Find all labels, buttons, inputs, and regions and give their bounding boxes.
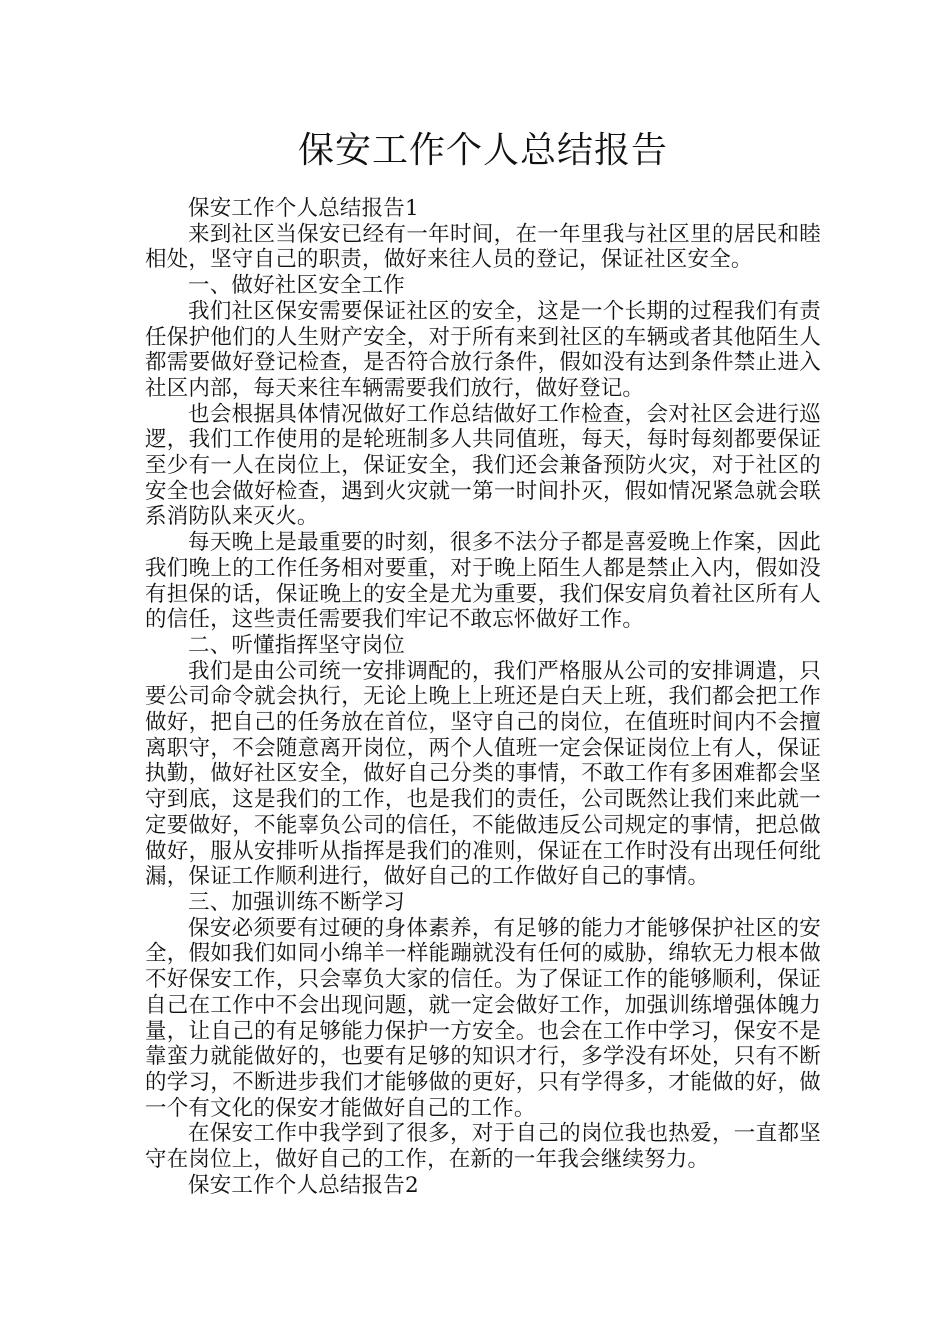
paragraph-intro: 来到社区当保安已经有一年时间，在一年里我与社区里的居民和睦相处，坚守自己的职责，做好来往人员的登记，保证社区安全。	[145, 221, 821, 273]
section-heading-3: 三、加强训练不断学习	[188, 889, 406, 915]
document-page	[145, 128, 821, 1198]
paragraph: 我们社区保安需要保证社区的安全，这是一个长期的过程我们有责任保护他们的人生财产安全，对于所有来到社区的车辆或者其他陌生人都需要做好登记检查，是否符合放行条件，假如没有达到条件禁止进入社区内部，每天来往车辆需要我们放行，做好登记。	[145, 298, 821, 401]
paragraph: 我们是由公司统一安排调配的，我们严格服从公司的安排调遣，只要公司命令就会执行，无论上晚上上班还是白天上班，我们都会把工作做好，把自己的任务放在首位，坚守自己的岗位，在值班时间内不会擅离职守，不会随意离开岗位，两个人值班一定会保证岗位上有人，保证执勤，做好社区安全，做好自己分类的事情，不敢工作有多困难都会坚守到底，这是我们的工作，也是我们的责任，公司既然让我们来此就一定要做好，不能辜负公司的信任，不能做违反公司规定的事情，把总做做好，服从安排听从指挥是我们的准则，保证在工作时没有出现任何纰漏，保证工作顺利进行，做好自己的工作做好自己的事情。	[145, 658, 821, 890]
paragraph: 保安必须要有过硬的身体素养，有足够的能力才能够保护社区的安全，假如我们如同小绵羊一样能蹦就没有任何的威胁，绵软无力根本做不好保安工作，只会辜负大家的信任。为了保证工作的能够顺利，保证自己在工作中不会出现问题，就一定会做好工作，加强训练增强体魄力量，让自己的有足够能力保护一方安全。也会在工作中学习，保安不是靠蛮力就能做好的，也要有足够的知识才行，多学没有坏处，只有不断的学习，不断进步我们才能够做的更好，只有学得多，才能做的好，做一个有文化的保安才能做好自己的工作。	[145, 915, 821, 1121]
document-title: 保安工作个人总结报告	[297, 130, 668, 171]
document-body	[145, 196, 821, 1198]
paragraph: 每天晚上是最重要的时刻，很多不法分子都是喜爱晚上作案，因此我们晚上的工作任务相对要重，对于晚上陌生人都是禁止入内，假如没有担保的话，保证晚上的安全是尤为重要，我们保安肩负着社区所有人的信任，这些责任需要我们牢记不敢忘怀做好工作。	[145, 530, 821, 633]
paragraph: 也会根据具体情况做好工作总结做好工作检查，会对社区会进行巡逻，我们工作使用的是轮班制多人共同值班，每天，每时每刻都要保证至少有一人在岗位上，保证安全，我们还会兼备预防火灾，对于社区的安全也会做好检查，遇到火灾就一第一时间扑灭，假如情况紧急就会联系消防队来灭火。	[145, 401, 821, 530]
paragraph-report-heading-2: 保安工作个人总结报告2	[188, 1172, 419, 1198]
section-heading-2: 二、听懂指挥坚守岗位	[188, 632, 406, 658]
paragraph-report-heading-1: 保安工作个人总结报告1	[188, 196, 419, 221]
section-heading-1: 一、做好社区安全工作	[188, 273, 406, 299]
paragraph: 在保安工作中我学到了很多，对于自己的岗位我也热爱，一直都坚守在岗位上，做好自己的工作，在新的一年我会继续努力。	[145, 1121, 821, 1173]
